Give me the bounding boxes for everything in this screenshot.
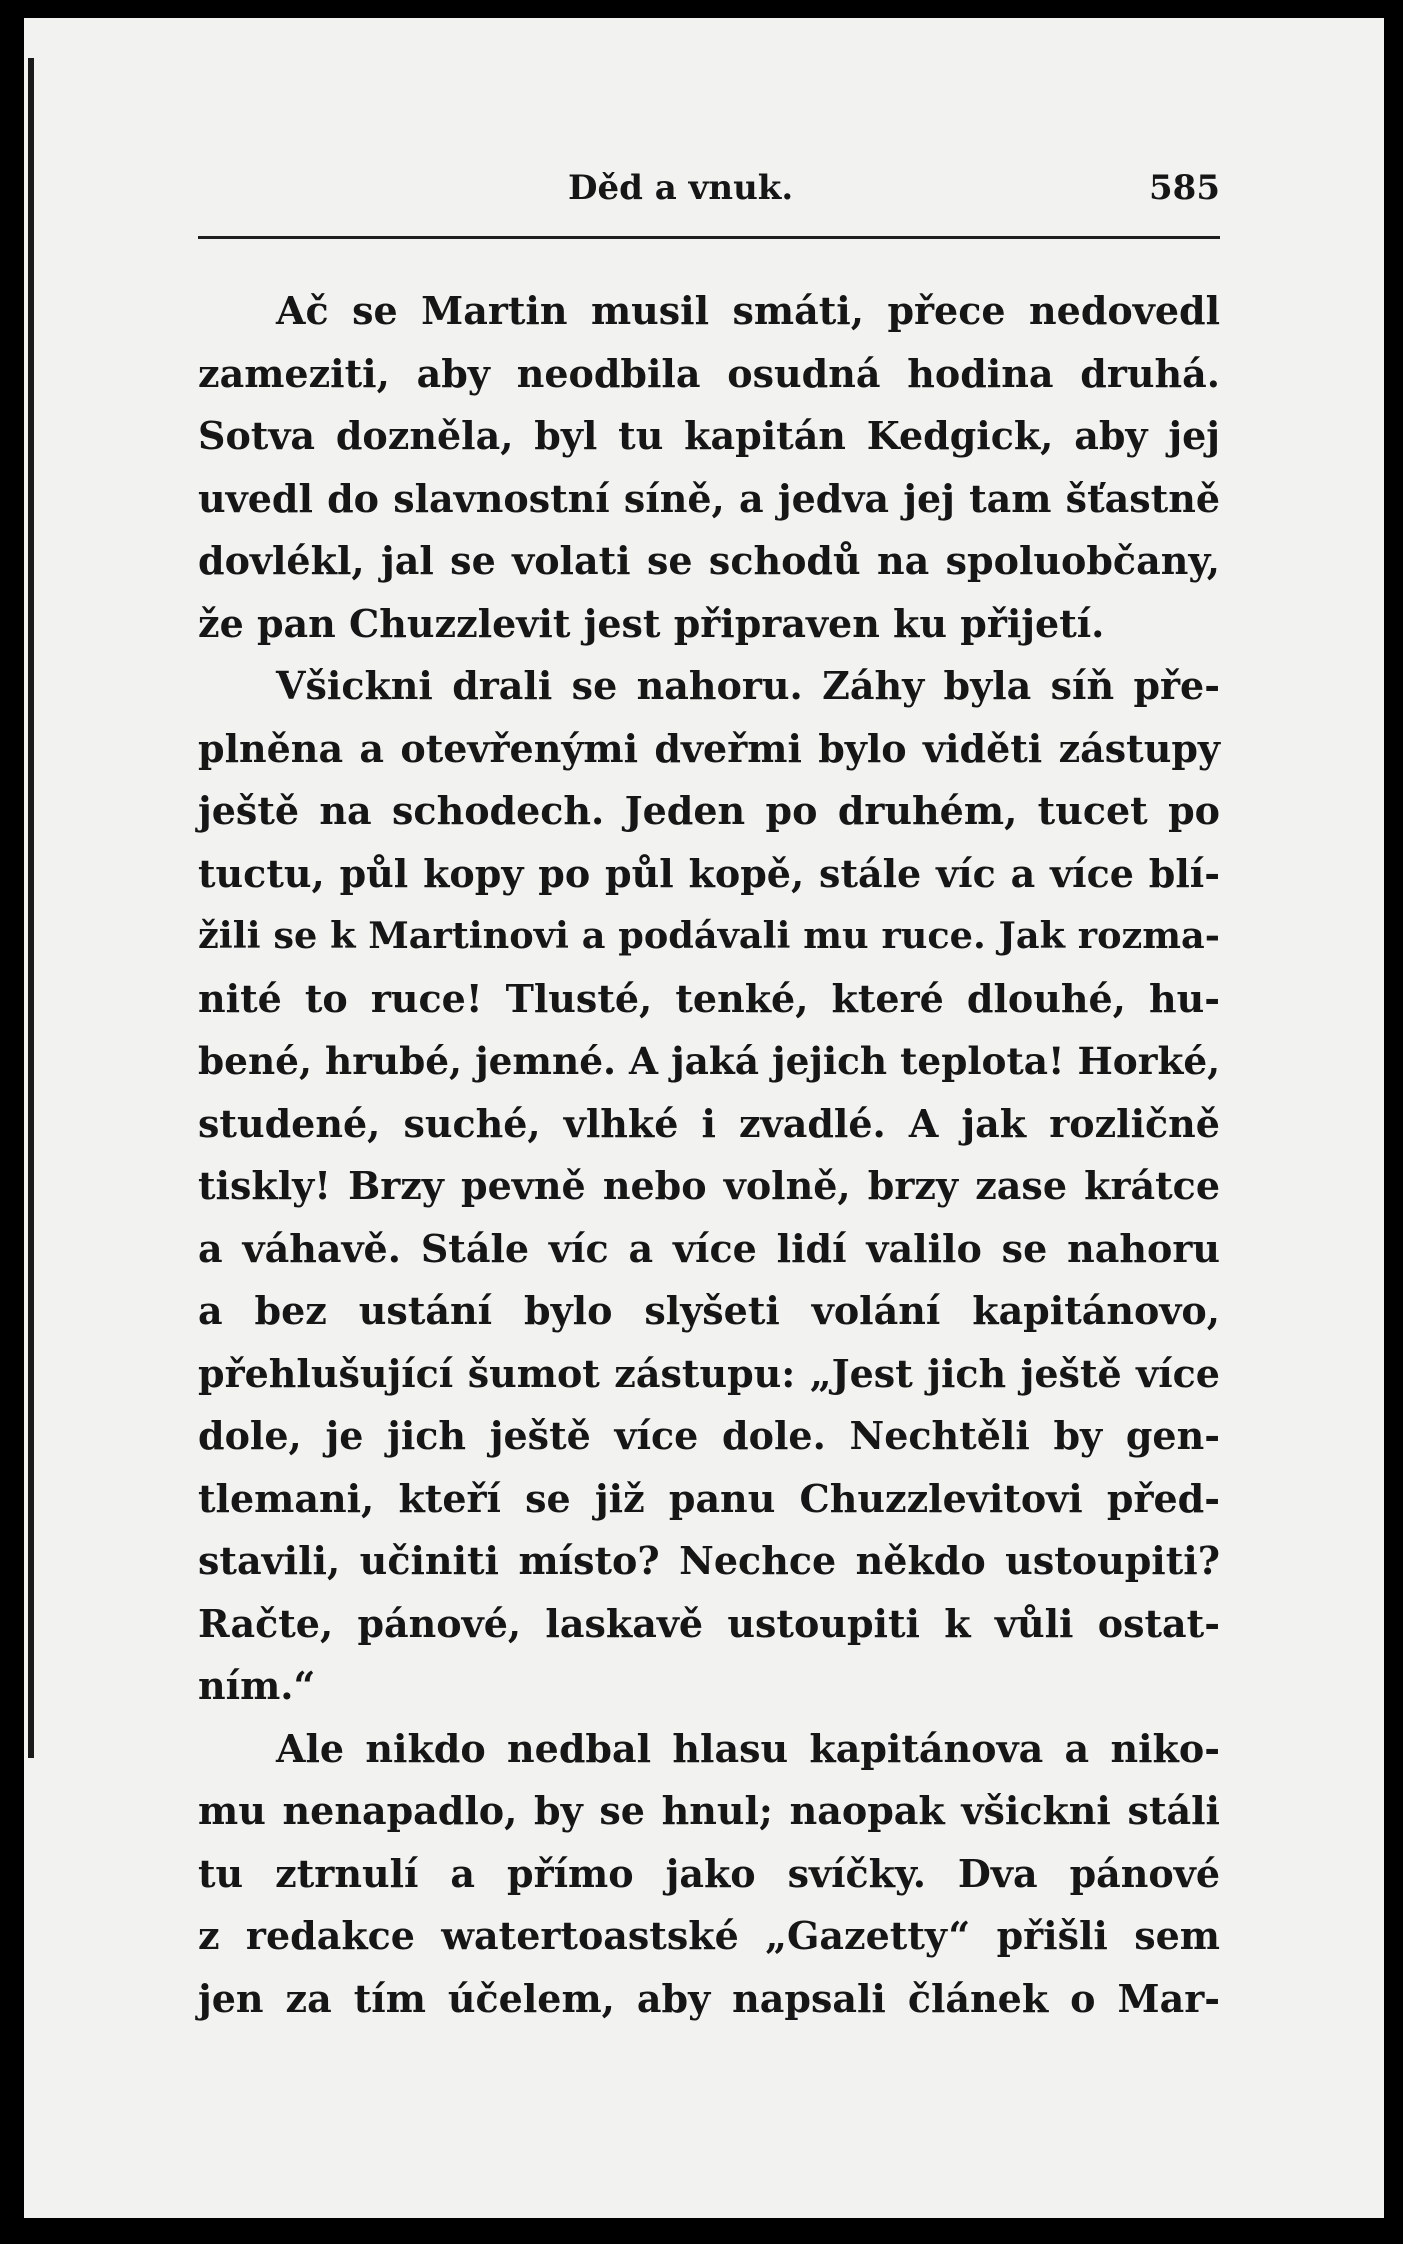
text-line: Ale nikdo nedbal hlasu kapitánova a niko- <box>276 1725 1220 1771</box>
text-line: jen za tím účelem, aby napsali článek o Mar- <box>198 1975 1220 2021</box>
text-line: tlemani, kteří se již panu Chuzzlevitovi před- <box>198 1475 1220 1521</box>
scan-margin-edge <box>28 58 34 1758</box>
paragraph-1 <box>198 280 1220 655</box>
text-line: ještě na schodech. Jeden po druhém, tucet po <box>198 788 1220 833</box>
text-line: zameziti, aby neodbila osudná hodina druhá. <box>198 350 1220 396</box>
text-line: tuctu, půl kopy po půl kopě, stále víc a více blí- <box>198 850 1220 896</box>
running-header <box>198 168 1220 224</box>
text-line: tu ztrnulí a přímo jako svíčky. Dva pánové <box>198 1850 1220 1896</box>
paragraph-3 <box>198 1718 1220 2031</box>
body-text <box>198 280 1220 2030</box>
text-line: přehlušující šumot zástupu: „Jest jich ještě více <box>198 1350 1220 1396</box>
text-line: stavili, učiniti místo? Nechce někdo ustoupiti? <box>198 1538 1220 1583</box>
text-line: bené, hrubé, jemné. A jaká jejich teplota! Horké, <box>198 1039 1221 1083</box>
text-line: Sotva dozněla, byl tu kapitán Kedgick, aby jej <box>198 413 1220 458</box>
text-line: žili se k Martinovi a podávali mu ruce. Jak rozma- <box>198 914 1220 957</box>
text-line: a bez ustání bylo slyšeti volání kapitánovo, <box>198 1288 1220 1333</box>
text-line: Všickni drali se nahoru. Záhy byla síň pře- <box>276 663 1220 708</box>
text-line: plněna a otevřenými dveřmi bylo viděti zástupy <box>198 725 1220 771</box>
text-line: uvedl do slavnostní síně, a jedva jej tam šťastně <box>198 475 1220 521</box>
text-line: dovlékl, jal se volati se schodů na spoluobčany, <box>198 538 1220 583</box>
text-line: ním.“ <box>198 1663 316 1708</box>
paragraph-2 <box>198 655 1220 1718</box>
text-line: a váhavě. Stále víc a více lidí valilo se nahoru <box>198 1225 1220 1271</box>
text-line: mu nenapadlo, by se hnul; naopak všickni stáli <box>198 1788 1220 1833</box>
text-line: tiskly! Brzy pevně nebo volně, brzy zase krátce <box>198 1163 1220 1208</box>
text-line: dole, je jich ještě více dole. Nechtěli by gen- <box>198 1413 1220 1458</box>
running-title: Děd a vnuk. <box>568 168 794 208</box>
header-rule <box>198 236 1220 239</box>
text-line: studené, suché, vlhké i zvadlé. A jak rozličně <box>198 1100 1220 1146</box>
text-line: z redakce watertoastské „Gazetty“ přišli sem <box>198 1913 1220 1958</box>
text-line: Račte, pánové, laskavě ustoupiti k vůli ostat- <box>198 1600 1220 1646</box>
book-page <box>24 18 1384 2218</box>
text-line: nité to ruce! Tlusté, tenké, které dlouhé, hu- <box>198 975 1220 1021</box>
text-line: Ač se Martin musil smáti, přece nedovedl <box>276 288 1220 333</box>
page-number: 585 <box>1149 168 1220 208</box>
text-line: že pan Chuzzlevit jest připraven ku přijetí. <box>198 600 1105 646</box>
